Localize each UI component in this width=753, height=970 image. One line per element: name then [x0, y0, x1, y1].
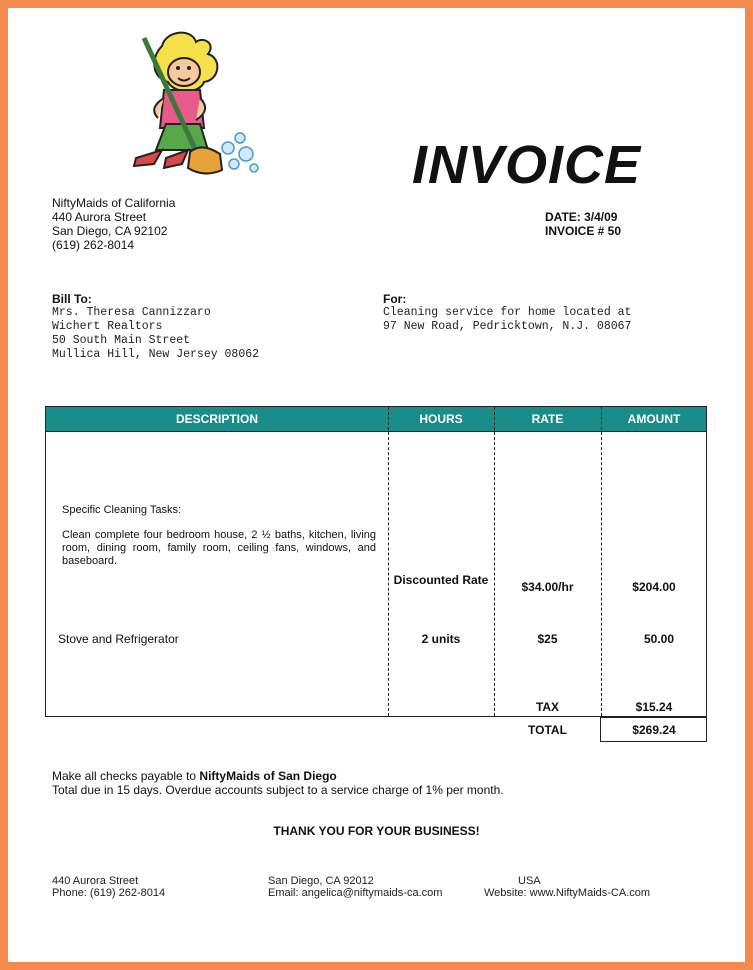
thank-you-message: THANK YOU FOR YOUR BUSINESS! — [273, 824, 480, 838]
company-address — [52, 196, 175, 252]
for-line: Cleaning service for home located at — [383, 306, 632, 319]
footer-address — [52, 875, 165, 899]
footer-street: 440 Aurora Street — [52, 875, 139, 887]
total-amount: $269.24 — [632, 723, 676, 737]
table-header — [46, 407, 706, 431]
bill-to-label: Bill To: — [52, 292, 92, 306]
footer-phone: Phone: (619) 262-8014 — [52, 887, 166, 899]
column-rate: RATE — [531, 412, 564, 426]
bill-to-line: Mullica Hill, New Jersey 08062 — [52, 348, 260, 361]
footer-city: San Diego, CA 92012 — [268, 875, 374, 887]
row2-rate: $25 — [537, 632, 558, 646]
invoice-page — [8, 8, 745, 962]
column-description: DESCRIPTION — [175, 412, 258, 426]
column-amount: AMOUNT — [627, 412, 681, 426]
bill-to-line: Wichert Realtors — [52, 320, 163, 333]
bill-to-line: Mrs. Theresa Cannizzaro — [52, 306, 211, 319]
tax-label: TAX — [535, 700, 560, 714]
payable-to-name: NiftyMaids of San Diego — [199, 769, 337, 783]
invoice-date: DATE: 3/4/09 — [545, 210, 618, 224]
row1-hours: Discounted Rate — [393, 573, 489, 587]
for-label: For: — [383, 292, 407, 306]
company-phone: (619) 262-8014 — [52, 238, 135, 252]
column-divider — [601, 407, 602, 716]
payment-notes — [52, 769, 504, 797]
tasks-description: Clean complete four bedroom house, 2 ½ baths, kitchen, living room, dining room, family room, ceiling fans, windows, and baseboard. — [62, 529, 376, 567]
invoice-number: INVOICE # 50 — [545, 224, 622, 238]
footer-website[interactable]: Website: www.NiftyMaids-CA.com — [484, 887, 651, 899]
column-hours: HOURS — [419, 412, 463, 426]
total-label: TOTAL — [528, 723, 567, 737]
footer-contact — [268, 875, 442, 899]
column-divider — [494, 407, 495, 716]
maid-sweeping-icon — [104, 28, 264, 180]
footer-web — [484, 875, 650, 899]
tasks-heading: Specific Cleaning Tasks: — [62, 504, 182, 516]
invoice-meta — [545, 210, 621, 238]
company-street: 440 Aurora Street — [52, 210, 147, 224]
row2-description: Stove and Refrigerator — [58, 632, 179, 646]
header-divider — [46, 431, 706, 432]
company-city: San Diego, CA 92102 — [52, 224, 168, 238]
footer-email[interactable]: Email: angelica@niftymaids-ca.com — [268, 887, 443, 899]
row2-hours: 2 units — [421, 632, 461, 646]
due-terms: Total due in 15 days. Overdue accounts subject to a service charge of 1% per month. — [52, 783, 504, 797]
company-name: NiftyMaids of California — [52, 196, 176, 210]
invoice-title: INVOICE — [412, 135, 642, 195]
for-line: 97 New Road, Pedricktown, N.J. 08067 — [383, 320, 632, 333]
bill-to-address — [52, 306, 259, 362]
payable-to-text: Make all checks payable to — [52, 769, 200, 783]
footer-country: USA — [518, 875, 541, 887]
tax-amount: $15.24 — [635, 700, 673, 714]
column-divider — [388, 407, 389, 716]
for-description — [383, 306, 631, 334]
row1-amount: $204.00 — [632, 580, 676, 594]
bill-to-line: 50 South Main Street — [52, 334, 191, 347]
row1-rate: $34.00/hr — [521, 580, 574, 594]
row2-amount: 50.00 — [643, 632, 675, 646]
